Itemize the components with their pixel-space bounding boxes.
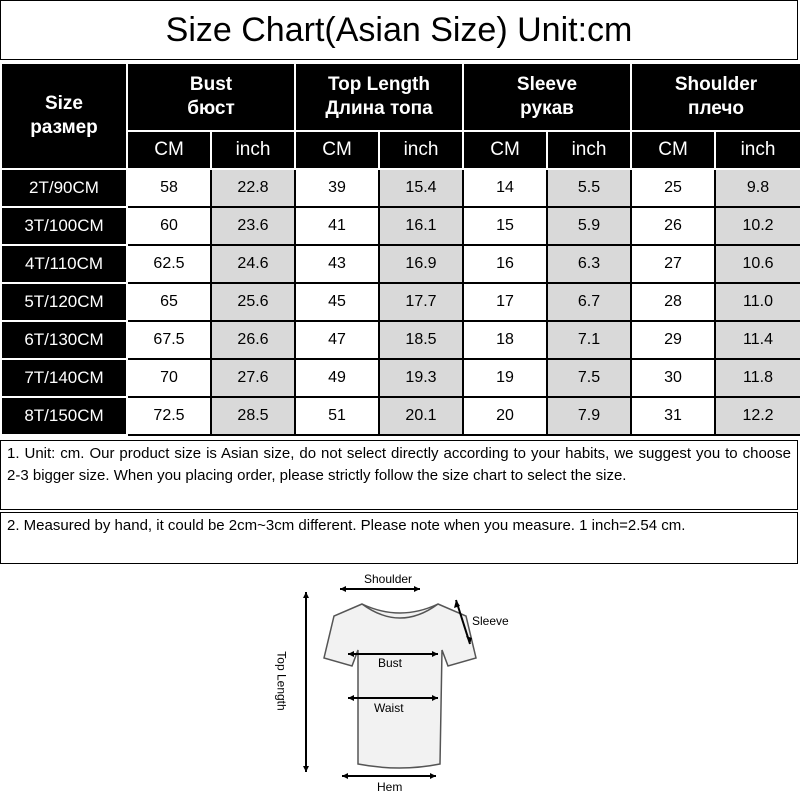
header-shoulder-ru: плечо [688, 98, 745, 119]
table-row [1, 359, 800, 397]
header-size-ru: размер [30, 117, 98, 138]
table-cell: 23.6 [211, 207, 295, 245]
unit-inch: inch [379, 131, 463, 169]
shoulder-arrowhead-left [340, 586, 346, 592]
table-cell: 5.9 [547, 207, 631, 245]
size-table [0, 62, 800, 436]
header-top-length-ru: Длина топа [325, 98, 433, 119]
table-cell: 7.9 [547, 397, 631, 435]
table-cell: 31 [631, 397, 715, 435]
size-label: 7T/140CM [1, 359, 127, 397]
table-cell: 18 [463, 321, 547, 359]
header-bust [127, 63, 295, 131]
table-cell: 28.5 [211, 397, 295, 435]
unit-inch: inch [211, 131, 295, 169]
table-cell: 9.8 [715, 169, 800, 207]
unit-inch: inch [547, 131, 631, 169]
table-cell: 16.1 [379, 207, 463, 245]
table-cell: 26.6 [211, 321, 295, 359]
table-cell: 11.8 [715, 359, 800, 397]
header-shoulder-en: Shoulder [674, 74, 758, 95]
header-bust-en: Bust [189, 74, 233, 95]
table-cell: 62.5 [127, 245, 211, 283]
table-cell: 11.0 [715, 283, 800, 321]
top-length-arrowhead-top [303, 592, 309, 598]
header-sleeve-ru: рукав [520, 98, 574, 119]
table-cell: 20.1 [379, 397, 463, 435]
table-cell: 17.7 [379, 283, 463, 321]
table-cell: 10.2 [715, 207, 800, 245]
size-label: 2T/90CM [1, 169, 127, 207]
header-size-en: Size [44, 93, 84, 114]
table-row [1, 207, 800, 245]
tshirt-outline [324, 604, 476, 768]
table-cell: 5.5 [547, 169, 631, 207]
label-hem: Hem [377, 780, 403, 794]
unit-cm: CM [463, 131, 547, 169]
table-cell: 27.6 [211, 359, 295, 397]
label-bust: Bust [378, 656, 403, 670]
table-row [1, 321, 800, 359]
table-cell: 43 [295, 245, 379, 283]
table-cell: 60 [127, 207, 211, 245]
table-cell: 19 [463, 359, 547, 397]
unit-cm: CM [127, 131, 211, 169]
measurement-diagram [270, 570, 530, 800]
tshirt-illustration [270, 570, 530, 800]
page-title: Size Chart(Asian Size) Unit:cm [0, 0, 798, 60]
table-cell: 16.9 [379, 245, 463, 283]
label-shoulder: Shoulder [364, 572, 413, 586]
table-cell: 58 [127, 169, 211, 207]
shoulder-arrowhead-right [414, 586, 420, 592]
table-cell: 25.6 [211, 283, 295, 321]
top-length-arrowhead-bottom [303, 766, 309, 772]
waist-arrowhead-left [348, 695, 354, 701]
table-row [1, 245, 800, 283]
hem-arrowhead-right [430, 773, 436, 779]
table-cell: 67.5 [127, 321, 211, 359]
label-sleeve: Sleeve [472, 614, 509, 628]
header-top-length [295, 63, 463, 131]
table-cell: 41 [295, 207, 379, 245]
table-cell: 24.6 [211, 245, 295, 283]
hem-arrowhead-left [342, 773, 348, 779]
header-sleeve-en: Sleeve [516, 74, 578, 95]
table-cell: 26 [631, 207, 715, 245]
table-cell: 10.6 [715, 245, 800, 283]
table-cell: 30 [631, 359, 715, 397]
size-label: 3T/100CM [1, 207, 127, 245]
table-cell: 72.5 [127, 397, 211, 435]
table-cell: 25 [631, 169, 715, 207]
table-cell: 28 [631, 283, 715, 321]
table-row [1, 397, 800, 435]
table-cell: 27 [631, 245, 715, 283]
table-cell: 11.4 [715, 321, 800, 359]
table-cell: 6.3 [547, 245, 631, 283]
table-cell: 39 [295, 169, 379, 207]
header-sleeve [463, 63, 631, 131]
table-cell: 49 [295, 359, 379, 397]
table-cell: 17 [463, 283, 547, 321]
table-row [1, 169, 800, 207]
label-top-length: Top Length [274, 651, 289, 711]
header-size [1, 63, 127, 169]
size-label: 6T/130CM [1, 321, 127, 359]
table-cell: 15.4 [379, 169, 463, 207]
table-cell: 45 [295, 283, 379, 321]
table-cell: 20 [463, 397, 547, 435]
note-measurement: 2. Measured by hand, it could be 2cm~3cm different. Please note when you measure. 1 inch=2.54 cm. [0, 512, 798, 564]
table-cell: 16 [463, 245, 547, 283]
header-bust-ru: бюст [187, 98, 235, 119]
table-cell: 7.1 [547, 321, 631, 359]
unit-cm: CM [295, 131, 379, 169]
table-cell: 7.5 [547, 359, 631, 397]
table-cell: 12.2 [715, 397, 800, 435]
table-cell: 47 [295, 321, 379, 359]
table-cell: 19.3 [379, 359, 463, 397]
table-row [1, 283, 800, 321]
table-cell: 6.7 [547, 283, 631, 321]
table-cell: 22.8 [211, 169, 295, 207]
table-cell: 51 [295, 397, 379, 435]
table-cell: 15 [463, 207, 547, 245]
unit-inch: inch [715, 131, 800, 169]
label-waist: Waist [374, 701, 404, 715]
header-shoulder [631, 63, 800, 131]
table-cell: 14 [463, 169, 547, 207]
size-label: 5T/120CM [1, 283, 127, 321]
header-top-length-en: Top Length [327, 74, 430, 95]
size-label: 8T/150CM [1, 397, 127, 435]
table-cell: 18.5 [379, 321, 463, 359]
unit-cm: CM [631, 131, 715, 169]
table-cell: 70 [127, 359, 211, 397]
table-cell: 29 [631, 321, 715, 359]
table-cell: 65 [127, 283, 211, 321]
note-unit: 1. Unit: cm. Our product size is Asian size, do not select directly according to your habits, we suggest you to choose 2-3 bigger size. When you placing order, please strictly follow the size chart to select the size. [0, 440, 798, 510]
size-label: 4T/110CM [1, 245, 127, 283]
